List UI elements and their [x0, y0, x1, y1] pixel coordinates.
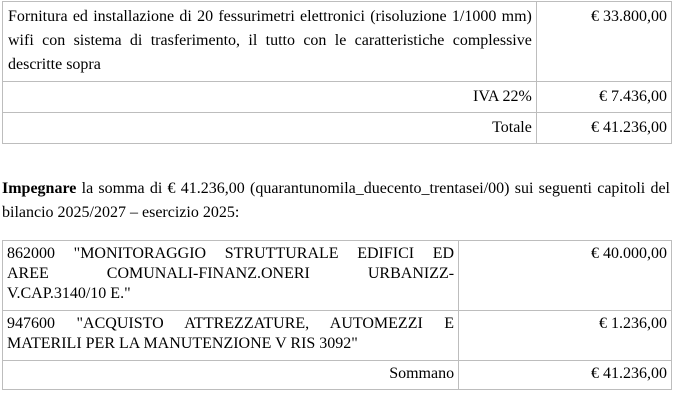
chapter-amount: € 1.236,00	[459, 311, 672, 361]
total-amount: € 41.236,00	[536, 113, 671, 144]
chapter-line: MATERILI PER LA MANUTENZIONE V RIS 3092"	[7, 335, 358, 352]
table-row	[3, 82, 672, 113]
commitment-lead: Impegnare	[2, 180, 77, 197]
chapter-line: 947600 "ACQUISTO ATTREZZATURE, AUTOMEZZI E	[7, 315, 455, 332]
chapters-table	[2, 240, 672, 390]
chapter-description	[3, 241, 459, 311]
chapter-line: 862000 "MONITORAGGIO STRUTTURALE EDIFICI ED	[7, 245, 455, 262]
sum-amount: € 41.236,00	[459, 361, 672, 390]
sum-label: Sommano	[3, 361, 459, 390]
chapter-amount: € 40.000,00	[459, 241, 672, 311]
table-row	[3, 311, 672, 361]
commitment-paragraph	[2, 177, 670, 225]
table-row	[3, 113, 672, 144]
vat-label: IVA 22%	[3, 82, 537, 113]
total-label: Totale	[3, 113, 537, 144]
item-description: Fornitura ed installazione di 20 fessurimetri elettronici (risoluzione 1/1000 mm) wifi con sistema di trasferimento, il tutto con le caratteristiche complessive descritte sopra	[3, 2, 537, 82]
cost-table	[2, 1, 672, 144]
table-row	[3, 241, 672, 311]
vat-amount: € 7.436,00	[536, 82, 671, 113]
table-row	[3, 2, 672, 82]
chapter-line: V.CAP.3140/10 E."	[7, 285, 131, 302]
chapter-line: AREE COMUNALI-FINANZ.ONERI URBANIZZ-	[7, 265, 455, 282]
chapter-description	[3, 311, 459, 361]
item-amount: € 33.800,00	[536, 2, 671, 82]
commitment-text: la somma di € 41.236,00 (quarantunomila_duecento_trentasei/00) sui seguenti capitoli del bilancio 2025/2027 – esercizio 2025:	[2, 180, 670, 221]
table-row	[3, 361, 672, 390]
